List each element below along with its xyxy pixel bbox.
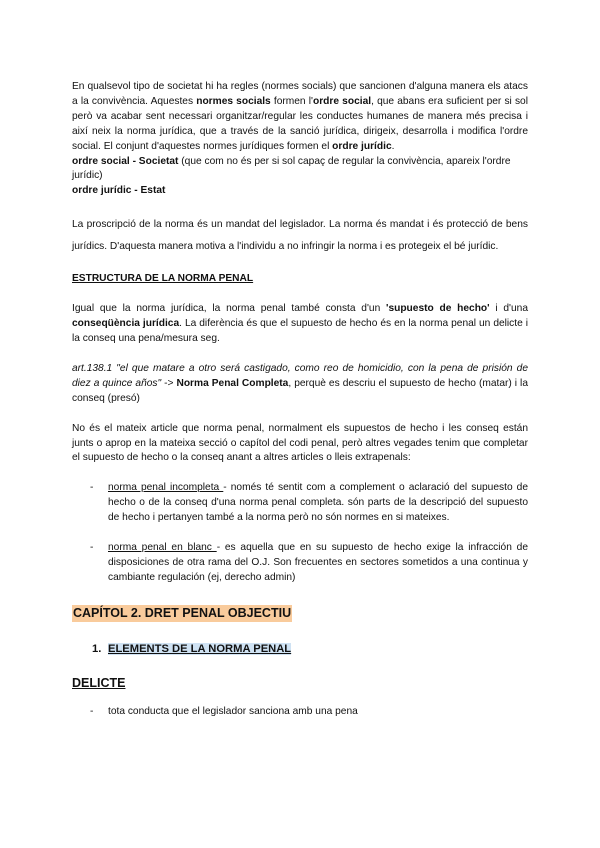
list-item: [72, 705, 528, 720]
underlined-term: norma penal en blanc: [108, 542, 217, 554]
intro-paragraph: [72, 80, 528, 155]
text-run: i d'una: [489, 303, 528, 315]
proscripcio-paragraph: La proscripció de la norma és un mandat del legislador. La norma és mandat i és protecció de bens jurídics. D'aquesta manera motiva a l'individu a no infringir la norma i es protegeix el bé jurídic.: [72, 219, 528, 252]
norma-types-list: [72, 541, 528, 586]
arrow-text: ->: [161, 377, 177, 389]
text-run: , perquè es descriu el supuesto de hecho (matar) i la conseq (presó): [72, 377, 528, 404]
heading-title: ELEMENTS DE LA NORMA PENAL: [108, 642, 292, 655]
dash-bullet: -: [90, 542, 94, 554]
article-paragraph: [72, 362, 528, 407]
chapter-heading: [72, 605, 528, 623]
heading-number: 1.: [92, 642, 102, 655]
list-item: [72, 481, 528, 526]
article-quote: art.138.1 "el que matare a otro será castigado, como reo de homicidio, con la pena de prisión de diez a quince años": [72, 362, 528, 389]
norma-types-list: [72, 481, 528, 526]
ordre-social-line: [72, 155, 528, 185]
bold-term: 'supuesto de hecho': [386, 303, 490, 315]
bold-term: conseqüència jurídica: [72, 318, 180, 330]
bold-term: Norma Penal Completa: [176, 377, 289, 389]
text-run: , que abans era suficient per si sol però va acabar sent necessari organitzar/regular les conductes humanes de manera més precisa i així neix la norma jurídica, que a través de la sanció jurídica, dirigeix, desarrolla i modifica l'ordre social. El conjunt d'aquestes normes jurídiques formen el: [72, 95, 528, 152]
delicte-heading: DELICTE: [72, 675, 126, 690]
bold-term: ordre social: [312, 95, 372, 107]
bold-term: ordre jurídic: [332, 140, 392, 152]
text-run: .: [391, 140, 395, 152]
dash-bullet: -: [90, 482, 94, 494]
underlined-term: norma penal incompleta: [108, 482, 224, 494]
chapter-title: CAPÍTOL 2. DRET PENAL OBJECTIU: [73, 605, 292, 620]
bold-term: ordre social - Societat: [72, 155, 179, 167]
ordre-juridic-line: [72, 184, 528, 199]
text-run: - es aquella que en su supuesto de hecho exige la infracción de disposiciones de otra rama del O.J. Son frecuentes en sectores sometidos a una continua y cambiante regulación (ej, derecho admin): [108, 542, 529, 583]
delicte-list: [72, 705, 528, 720]
list-item: [72, 541, 528, 586]
text-run: (que com no és per si sol capaç de regular la convivència, apareix l'ordre jurídic): [72, 155, 511, 182]
bold-term: ordre jurídic - Estat: [72, 185, 166, 197]
section-title-estructura: ESTRUCTURA DE LA NORMA PENAL: [72, 273, 254, 285]
text-run: tota conducta que el legislador sanciona amb una pena: [108, 706, 358, 718]
bold-term: normes socials: [196, 95, 271, 107]
text-run: . La diferència és que el supuesto de hecho és en la norma penal un delicte i la conseq una pena/mesura seg.: [72, 318, 529, 344]
numbered-heading: [92, 642, 528, 657]
text-run: Igual que la norma jurídica, la norma penal també consta d'un: [72, 303, 387, 315]
text-run: formen l': [270, 95, 313, 107]
no-es-paragraph: No és el mateix article que norma penal, normalment els supuestos de hecho i les conseq están junts o aprop en la mateixa secció o capítol del codi penal, però altres vegades tenim que completar el supuesto de hecho o la conseq anant a altres articles o lleis extrapenals:: [72, 422, 528, 464]
dash-bullet: -: [90, 706, 94, 718]
text-run: - només té sentit com a complement o aclaració del supuesto de hecho o de la conseq d'una norma penal completa. són parts de la descripció del supuesto de hecho i pertanyen també a la norma però no són normes en si mateixes.: [108, 482, 529, 524]
text-run: En qualsevol tipo de societat hi ha regles (normes socials) que sancionen d'alguna manera els atacs a la convivència. Aquestes: [72, 81, 528, 107]
igual-paragraph: [72, 302, 528, 347]
document-page: [72, 80, 528, 720]
